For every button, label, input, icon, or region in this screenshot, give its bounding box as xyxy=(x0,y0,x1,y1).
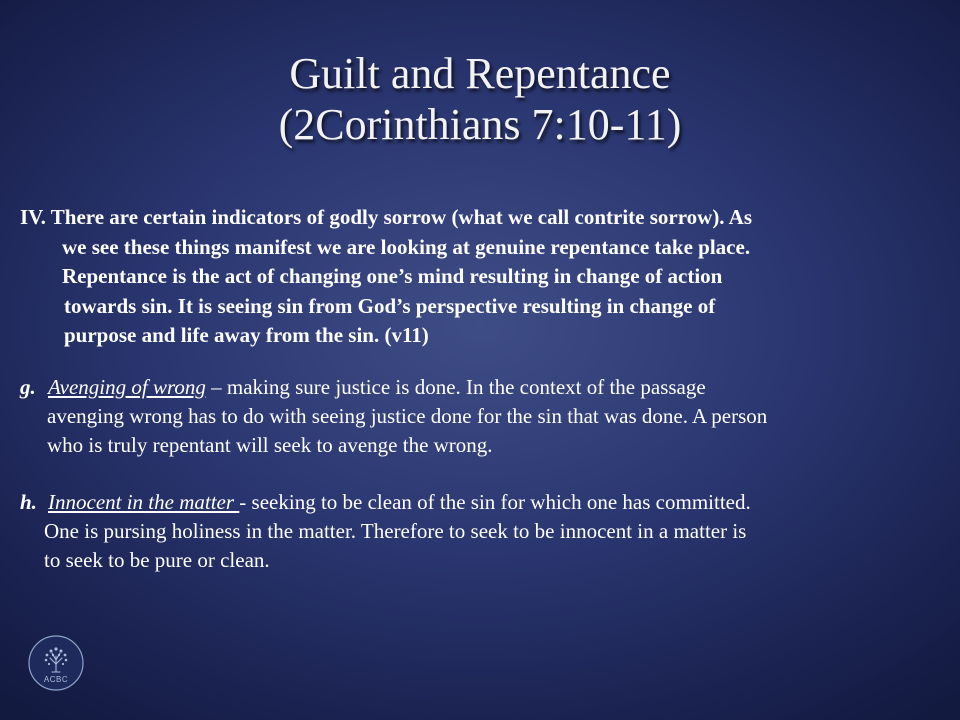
point-first-line xyxy=(20,373,960,402)
point-continuation: One is pursing holiness in the matter. Therefore to seek to be innocent in a matter is xyxy=(44,519,747,543)
point-g xyxy=(20,373,960,460)
intro-line: IV. There are certain indicators of godly sorrow (what we call contrite sorrow). As xyxy=(20,205,752,229)
point-h xyxy=(20,488,960,575)
point-term: Innocent in the matter xyxy=(48,490,240,514)
point-marker: g. xyxy=(20,375,36,399)
logo-text: ACBC xyxy=(43,675,69,684)
slide-title xyxy=(0,48,960,150)
intro-line: towards sin. It is seeing sin from God’s perspective resulting in change of xyxy=(64,293,716,318)
point-first-line xyxy=(20,488,960,517)
point-continuation: avenging wrong has to do with seeing justice done for the sin that was done. A person xyxy=(47,404,768,428)
point-continuation: to seek to be pure or clean. xyxy=(44,548,270,572)
intro-line: we see these things manifest we are looking at genuine repentance take place. xyxy=(62,234,751,259)
point-marker: h. xyxy=(20,490,37,514)
point-term: Avenging of wrong xyxy=(48,375,206,399)
title-line-1: Guilt and Repentance xyxy=(289,49,671,98)
intro-paragraph xyxy=(20,203,960,351)
intro-line: purpose and life away from the sin. (v11) xyxy=(64,323,429,347)
title-line-2: (2Corinthians 7:10-11) xyxy=(278,100,682,149)
point-text: – making sure justice is done. In the context of the passage xyxy=(205,375,706,399)
point-text: - seeking to be clean of the sin for which one has committed. xyxy=(239,490,751,514)
point-continuation: who is truly repentant will seek to avenge the wrong. xyxy=(47,433,493,457)
acbc-logo xyxy=(27,634,85,692)
intro-line: Repentance is the act of changing one’s mind resulting in change of action xyxy=(62,264,723,288)
